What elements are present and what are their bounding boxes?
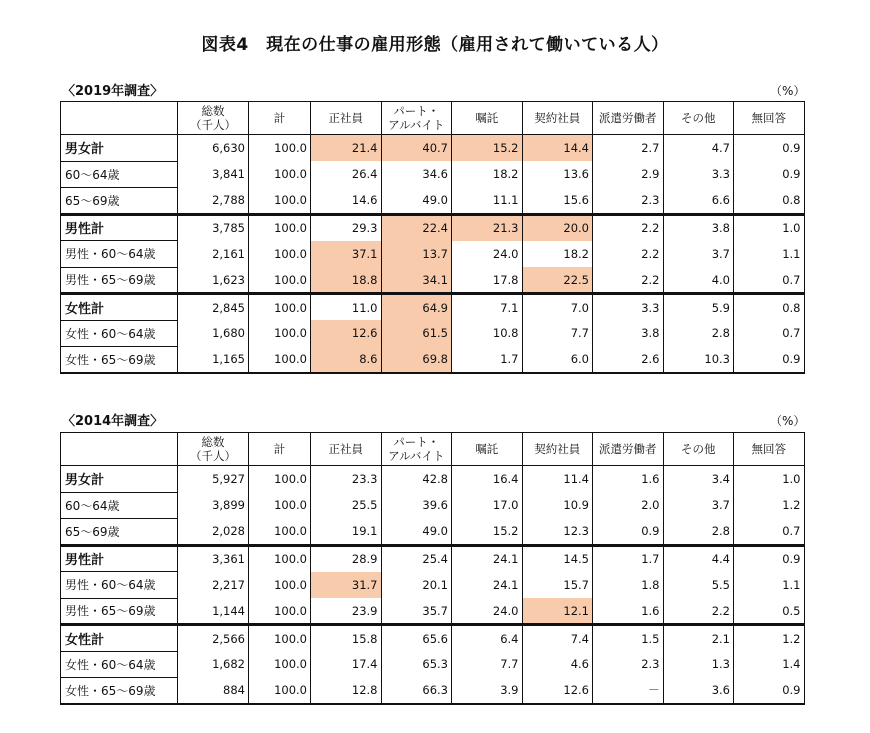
cell-mukaitou: 0.9 (734, 347, 805, 374)
cell-sonota: 1.3 (663, 651, 734, 678)
header-haken: 派遣労働者 (593, 433, 664, 466)
cell-kei: 100.0 (249, 492, 311, 519)
header-part-line1: パート・ (393, 435, 440, 449)
cell-part: 25.4 (381, 545, 452, 572)
cell-kei: 100.0 (249, 651, 311, 678)
cell-total: 1,144 (178, 598, 249, 625)
cell-kei: 100.0 (249, 347, 311, 374)
header-blank (61, 102, 178, 135)
cell-kei: 100.0 (249, 466, 311, 493)
table-2019 (60, 101, 805, 374)
cell-seishain: 12.6 (311, 320, 382, 347)
unit-label-2014: （%） (770, 414, 806, 428)
cell-shokutaku: 3.9 (452, 678, 523, 705)
cell-kei: 100.0 (249, 572, 311, 599)
row-label: 女性計 (61, 294, 178, 321)
row-label: 女性・65～69歳 (61, 678, 178, 705)
cell-shokutaku: 11.1 (452, 188, 523, 215)
cell-sonota: 3.6 (663, 678, 734, 705)
cell-haken: 2.3 (593, 651, 664, 678)
row-label: 男性・60～64歳 (61, 241, 178, 268)
cell-sonota: 4.0 (663, 267, 734, 294)
unit-label-2019: （%） (770, 84, 806, 98)
cell-mukaitou: 1.2 (734, 492, 805, 519)
cell-total: 3,785 (178, 214, 249, 241)
cell-keiyaku: 15.7 (522, 572, 593, 599)
cell-seishain: 19.1 (311, 519, 382, 546)
cell-shokutaku: 17.8 (452, 267, 523, 294)
cell-haken: 0.9 (593, 519, 664, 546)
cell-total: 3,361 (178, 545, 249, 572)
cell-kei: 100.0 (249, 294, 311, 321)
cell-seishain: 15.8 (311, 625, 382, 652)
cell-seishain: 29.3 (311, 214, 382, 241)
cell-mukaitou: 1.0 (734, 466, 805, 493)
cell-haken: 3.8 (593, 320, 664, 347)
cell-sonota: 2.2 (663, 598, 734, 625)
cell-kei: 100.0 (249, 519, 311, 546)
cell-total: 1,680 (178, 320, 249, 347)
cell-total: 3,899 (178, 492, 249, 519)
cell-shokutaku: 24.0 (452, 241, 523, 268)
cell-kei: 100.0 (249, 320, 311, 347)
cell-keiyaku: 7.4 (522, 625, 593, 652)
table-row (61, 214, 805, 241)
row-label: 男性・60～64歳 (61, 572, 178, 599)
cell-total: 2,845 (178, 294, 249, 321)
table-row (61, 625, 805, 652)
cell-keiyaku: 11.4 (522, 466, 593, 493)
cell-sonota: 4.7 (663, 135, 734, 162)
cell-sonota: 3.4 (663, 466, 734, 493)
cell-total: 1,165 (178, 347, 249, 374)
table-row (61, 161, 805, 188)
row-label: 65～69歳 (61, 188, 178, 215)
figure-title: 図表4 現在の仕事の雇用形態（雇用されて働いている人） (201, 35, 669, 55)
cell-total: 5,927 (178, 466, 249, 493)
cell-mukaitou: 1.1 (734, 572, 805, 599)
cell-keiyaku: 20.0 (522, 214, 593, 241)
cell-keiyaku: 12.6 (522, 678, 593, 705)
cell-part: 49.0 (381, 519, 452, 546)
header-keiyaku: 契約社員 (522, 102, 593, 135)
table-row (61, 492, 805, 519)
cell-part: 35.7 (381, 598, 452, 625)
cell-seishain: 12.8 (311, 678, 382, 705)
table-row (61, 678, 805, 705)
row-label: 女性・60～64歳 (61, 320, 178, 347)
header-sonota: その他 (663, 433, 734, 466)
table-row (61, 651, 805, 678)
cell-part: 39.6 (381, 492, 452, 519)
table-body (61, 466, 805, 705)
cell-mukaitou: 0.9 (734, 161, 805, 188)
cell-total: 2,161 (178, 241, 249, 268)
table-row (61, 241, 805, 268)
cell-kei: 100.0 (249, 188, 311, 215)
cell-haken: 2.9 (593, 161, 664, 188)
table-row (61, 545, 805, 572)
cell-mukaitou: 1.2 (734, 625, 805, 652)
cell-shokutaku: 24.1 (452, 545, 523, 572)
cell-shokutaku: 7.1 (452, 294, 523, 321)
cell-keiyaku: 12.1 (522, 598, 593, 625)
cell-part: 65.3 (381, 651, 452, 678)
cell-haken: 1.7 (593, 545, 664, 572)
cell-shokutaku: 24.0 (452, 598, 523, 625)
cell-kei: 100.0 (249, 214, 311, 241)
cell-seishain: 23.9 (311, 598, 382, 625)
cell-part: 34.1 (381, 267, 452, 294)
cell-seishain: 17.4 (311, 651, 382, 678)
cell-total: 2,217 (178, 572, 249, 599)
table-2014 (60, 432, 805, 705)
cell-haken: 2.2 (593, 214, 664, 241)
cell-haken: 1.6 (593, 466, 664, 493)
cell-kei: 100.0 (249, 241, 311, 268)
cell-shokutaku: 7.7 (452, 651, 523, 678)
cell-sonota: 3.8 (663, 214, 734, 241)
table-row (61, 267, 805, 294)
cell-seishain: 11.0 (311, 294, 382, 321)
cell-kei: 100.0 (249, 678, 311, 705)
cell-keiyaku: 22.5 (522, 267, 593, 294)
cell-shokutaku: 15.2 (452, 135, 523, 162)
cell-sonota: 3.7 (663, 492, 734, 519)
header-part (381, 102, 452, 135)
header-row (61, 433, 805, 466)
cell-total: 2,566 (178, 625, 249, 652)
cell-keiyaku: 6.0 (522, 347, 593, 374)
cell-shokutaku: 21.3 (452, 214, 523, 241)
cell-total: 2,788 (178, 188, 249, 215)
header-total-line1: 総数 (201, 104, 225, 118)
row-label: 65～69歳 (61, 519, 178, 546)
cell-haken: 1.8 (593, 572, 664, 599)
header-total-line2: （千人） (190, 449, 236, 463)
cell-sonota: 2.1 (663, 625, 734, 652)
cell-mukaitou: 0.9 (734, 545, 805, 572)
header-part-line2: アルバイト (388, 449, 445, 463)
cell-mukaitou: 0.7 (734, 519, 805, 546)
cell-seishain: 28.9 (311, 545, 382, 572)
cell-kei: 100.0 (249, 135, 311, 162)
header-seishain: 正社員 (311, 433, 382, 466)
row-label: 男性・65～69歳 (61, 598, 178, 625)
cell-mukaitou: 0.8 (734, 188, 805, 215)
table-row (61, 135, 805, 162)
header-part (381, 433, 452, 466)
cell-keiyaku: 15.6 (522, 188, 593, 215)
cell-kei: 100.0 (249, 598, 311, 625)
row-label: 男性計 (61, 214, 178, 241)
cell-mukaitou: 0.7 (734, 320, 805, 347)
cell-haken: 3.3 (593, 294, 664, 321)
cell-part: 42.8 (381, 466, 452, 493)
header-total-line1: 総数 (201, 435, 225, 449)
table-row (61, 347, 805, 374)
cell-keiyaku: 7.7 (522, 320, 593, 347)
cell-haken: 2.2 (593, 241, 664, 268)
cell-total: 1,682 (178, 651, 249, 678)
cell-total: 3,841 (178, 161, 249, 188)
cell-mukaitou: 1.4 (734, 651, 805, 678)
row-label: 60～64歳 (61, 492, 178, 519)
header-blank (61, 433, 178, 466)
section-label-2014: 〈2014年調査〉 (62, 414, 164, 429)
cell-sonota: 6.6 (663, 188, 734, 215)
cell-seishain: 14.6 (311, 188, 382, 215)
cell-mukaitou: 1.0 (734, 214, 805, 241)
cell-mukaitou: 1.1 (734, 241, 805, 268)
cell-kei: 100.0 (249, 161, 311, 188)
cell-part: 69.8 (381, 347, 452, 374)
header-part-line1: パート・ (393, 104, 440, 118)
row-label: 男性計 (61, 545, 178, 572)
header-keiyaku: 契約社員 (522, 433, 593, 466)
row-label: 女性・65～69歳 (61, 347, 178, 374)
header-kei: 計 (249, 102, 311, 135)
table-row (61, 188, 805, 215)
cell-seishain: 26.4 (311, 161, 382, 188)
cell-sonota: 3.7 (663, 241, 734, 268)
cell-shokutaku: 1.7 (452, 347, 523, 374)
cell-part: 61.5 (381, 320, 452, 347)
cell-sonota: 4.4 (663, 545, 734, 572)
cell-total: 1,623 (178, 267, 249, 294)
cell-part: 65.6 (381, 625, 452, 652)
row-label: 女性・60～64歳 (61, 651, 178, 678)
cell-haken: 2.7 (593, 135, 664, 162)
header-sonota: その他 (663, 102, 734, 135)
header-kei: 計 (249, 433, 311, 466)
cell-part: 34.6 (381, 161, 452, 188)
cell-total: 884 (178, 678, 249, 705)
cell-sonota: 2.8 (663, 519, 734, 546)
cell-part: 40.7 (381, 135, 452, 162)
header-total-line2: （千人） (190, 118, 236, 132)
cell-seishain: 8.6 (311, 347, 382, 374)
cell-keiyaku: 10.9 (522, 492, 593, 519)
cell-haken: 2.3 (593, 188, 664, 215)
cell-part: 64.9 (381, 294, 452, 321)
cell-keiyaku: 13.6 (522, 161, 593, 188)
cell-kei: 100.0 (249, 625, 311, 652)
table-body (61, 135, 805, 374)
cell-seishain: 37.1 (311, 241, 382, 268)
cell-sonota: 10.3 (663, 347, 734, 374)
header-seishain: 正社員 (311, 102, 382, 135)
table-row (61, 519, 805, 546)
row-label: 60～64歳 (61, 161, 178, 188)
cell-keiyaku: 14.4 (522, 135, 593, 162)
cell-part: 66.3 (381, 678, 452, 705)
header-mukaitou: 無回答 (734, 433, 805, 466)
table-row (61, 598, 805, 625)
header-haken: 派遣労働者 (593, 102, 664, 135)
cell-shokutaku: 6.4 (452, 625, 523, 652)
cell-mukaitou: 0.5 (734, 598, 805, 625)
row-label: 男性・65～69歳 (61, 267, 178, 294)
cell-haken: 1.6 (593, 598, 664, 625)
section-label-2019: 〈2019年調査〉 (62, 84, 164, 99)
cell-part: 13.7 (381, 241, 452, 268)
cell-shokutaku: 10.8 (452, 320, 523, 347)
cell-keiyaku: 12.3 (522, 519, 593, 546)
row-label: 男女計 (61, 466, 178, 493)
header-part-line2: アルバイト (388, 118, 445, 132)
cell-haken: 2.0 (593, 492, 664, 519)
cell-kei: 100.0 (249, 267, 311, 294)
cell-keiyaku: 14.5 (522, 545, 593, 572)
cell-keiyaku: 7.0 (522, 294, 593, 321)
cell-part: 20.1 (381, 572, 452, 599)
cell-shokutaku: 17.0 (452, 492, 523, 519)
cell-seishain: 21.4 (311, 135, 382, 162)
cell-sonota: 5.5 (663, 572, 734, 599)
cell-mukaitou: 0.9 (734, 678, 805, 705)
header-shokutaku: 嘱託 (452, 102, 523, 135)
cell-keiyaku: 18.2 (522, 241, 593, 268)
cell-shokutaku: 16.4 (452, 466, 523, 493)
cell-total: 2,028 (178, 519, 249, 546)
cell-total: 6,630 (178, 135, 249, 162)
cell-mukaitou: 0.8 (734, 294, 805, 321)
header-total (178, 433, 249, 466)
cell-shokutaku: 24.1 (452, 572, 523, 599)
header-row (61, 102, 805, 135)
cell-haken: 2.2 (593, 267, 664, 294)
cell-part: 22.4 (381, 214, 452, 241)
cell-haken: 2.6 (593, 347, 664, 374)
cell-seishain: 25.5 (311, 492, 382, 519)
cell-sonota: 2.8 (663, 320, 734, 347)
table-row (61, 294, 805, 321)
cell-haken: 1.5 (593, 625, 664, 652)
cell-sonota: 3.3 (663, 161, 734, 188)
header-mukaitou: 無回答 (734, 102, 805, 135)
cell-keiyaku: 4.6 (522, 651, 593, 678)
cell-shokutaku: 18.2 (452, 161, 523, 188)
header-total (178, 102, 249, 135)
cell-seishain: 31.7 (311, 572, 382, 599)
cell-part: 49.0 (381, 188, 452, 215)
table-row (61, 320, 805, 347)
cell-shokutaku: 15.2 (452, 519, 523, 546)
row-label: 女性計 (61, 625, 178, 652)
cell-mukaitou: 0.7 (734, 267, 805, 294)
table-row (61, 466, 805, 493)
cell-mukaitou: 0.9 (734, 135, 805, 162)
cell-seishain: 18.8 (311, 267, 382, 294)
cell-haken: － (593, 678, 664, 705)
cell-seishain: 23.3 (311, 466, 382, 493)
header-shokutaku: 嘱託 (452, 433, 523, 466)
table-row (61, 572, 805, 599)
row-label: 男女計 (61, 135, 178, 162)
cell-kei: 100.0 (249, 545, 311, 572)
cell-sonota: 5.9 (663, 294, 734, 321)
